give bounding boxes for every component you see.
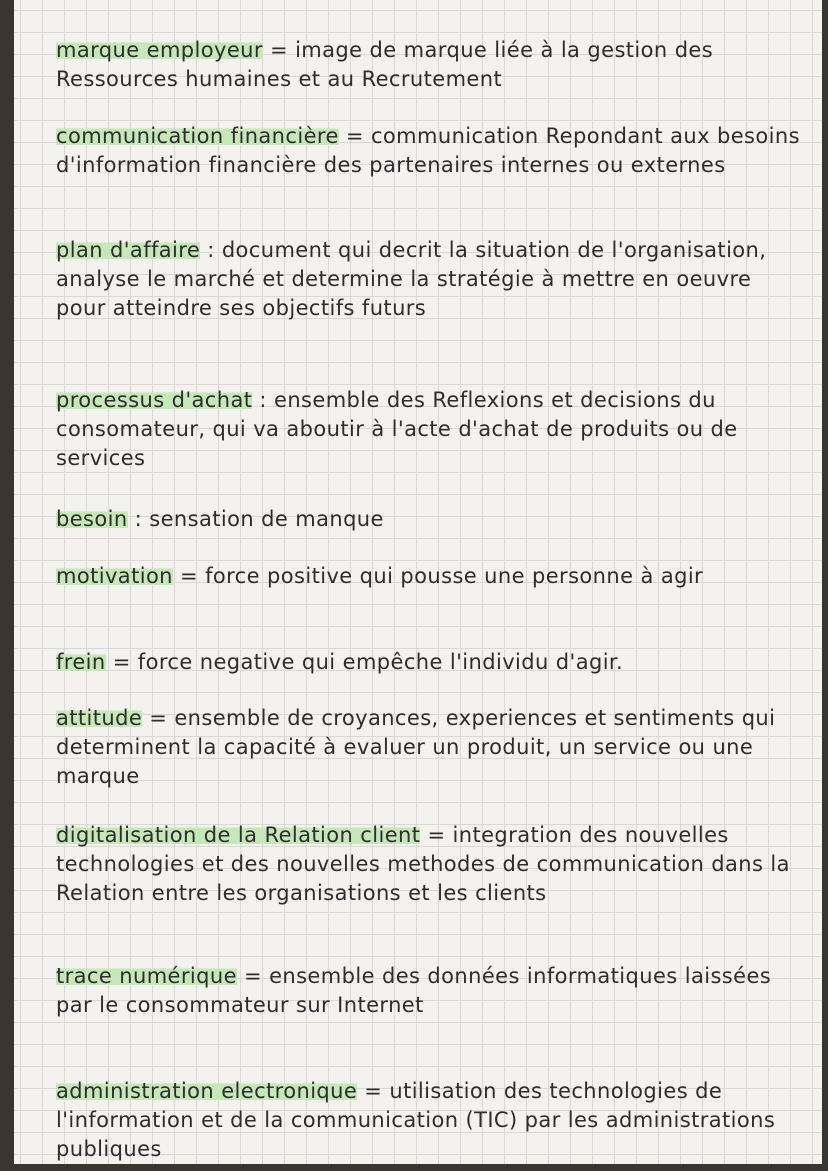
definition: ensemble des données informatiques laissées par le consommateur sur Internet [56,964,772,1017]
separator: = [172,564,206,588]
definition: utilisation des technologies de l'information et de la communication (TIC) par les administrations publiques [56,1079,776,1161]
glossary-entry-besoin [56,505,806,534]
separator: = [142,706,175,730]
glossary-entry-administration-electronique [56,1077,806,1164]
glossary-entry-communication-financiere [56,122,806,180]
term: attitude [56,706,143,730]
separator: = [357,1079,390,1103]
term: administration electronique [56,1079,358,1103]
definition: integration des nouvelles technologies et des nouvelles methodes de communication dans la Relation entre les organisations et les clients [56,823,790,905]
notebook-page [14,0,822,1164]
definition: image de marque liée à la gestion des Ressources humaines et au Recrutement [56,38,714,91]
term: trace numérique [56,964,237,988]
term: digitalisation de la Relation client [56,823,421,847]
separator: : [252,388,274,412]
separator: = [420,823,453,847]
definition: document qui decrit la situation de l'organisation, analyse le marché et determine la stratégie à mettre en oeuvre pour atteindre ses objectifs futurs [56,238,767,320]
glossary-entry-trace-numerique [56,962,806,1020]
term: frein [56,650,106,674]
term: marque employeur [56,38,263,62]
term: motivation [56,564,173,588]
term: processus d'achat [56,388,253,412]
glossary-entry-motivation [56,562,806,591]
separator: = [236,964,270,988]
term: communication financière [56,124,339,148]
term: plan d'affaire [56,238,201,262]
separator: = [338,124,371,148]
glossary-entry-frein [56,648,806,677]
glossary-entry-marque-employeur [56,36,806,94]
definition: force negative qui empêche l'individu d'agir. [137,650,624,674]
definition: ensemble des Reflexions et decisions du consomateur, qui va aboutir à l'acte d'achat de produits ou de services [56,388,738,470]
definition: ensemble de croyances, experiences et sentiments qui determinent la capacité à evaluer un produit, un service ou une marque [56,706,776,788]
definition: force positive qui pousse une personne à agir [205,564,704,588]
separator: = [262,38,296,62]
glossary-entry-attitude [56,704,806,791]
separator: : [200,238,222,262]
separator: = [105,650,138,674]
glossary-entry-processus-d-achat [56,386,806,473]
separator: : [127,507,150,531]
glossary-entry-digitalisation-relation-client [56,821,806,908]
term: besoin [56,507,128,531]
definition: communication Repondant aux besoins d'information financière des partenaires internes ou externes [56,124,800,177]
glossary-entry-plan-d-affaire [56,236,806,323]
definition: sensation de manque [149,507,384,531]
